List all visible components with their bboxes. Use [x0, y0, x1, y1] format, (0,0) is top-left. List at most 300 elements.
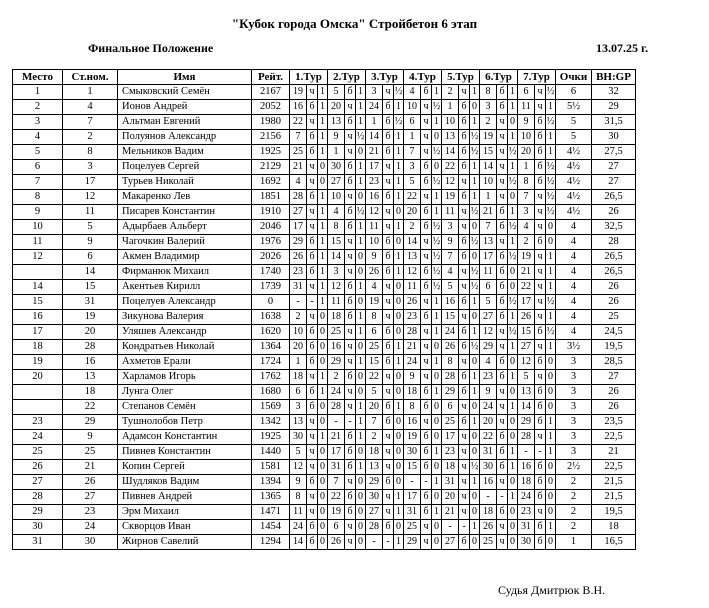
- cell-place: 7: [13, 175, 63, 190]
- header-rating: Рейт.: [252, 70, 290, 85]
- cell-result: ½: [432, 280, 442, 295]
- header-round-3: 3.Тур: [366, 70, 404, 85]
- cell-rating: 1294: [252, 535, 290, 550]
- cell-color: ч: [497, 130, 508, 145]
- cell-points: 5½: [556, 100, 592, 115]
- cell-color: ч: [421, 415, 432, 430]
- cell-result: 0: [394, 235, 404, 250]
- cell-result: 1: [318, 130, 328, 145]
- page-title: "Кубок города Омска" Стройбетон 6 этап: [231, 16, 478, 31]
- cell-color: ч: [345, 130, 356, 145]
- cell-color: б: [421, 490, 432, 505]
- cell-opponent: 22: [290, 115, 307, 130]
- cell-result: 0: [318, 505, 328, 520]
- table-row: [13, 160, 636, 175]
- results-table: [12, 69, 636, 550]
- cell-result: 0: [394, 325, 404, 340]
- cell-color: б: [383, 190, 394, 205]
- cell-start-number: 6: [63, 250, 118, 265]
- cell-opponent: 7: [442, 250, 459, 265]
- cell-rating: 2026: [252, 250, 290, 265]
- cell-buchholz: 31,5: [592, 115, 636, 130]
- cell-buchholz: 23,5: [592, 415, 636, 430]
- cell-buchholz: 26,5: [592, 250, 636, 265]
- cell-result: 0: [432, 460, 442, 475]
- cell-buchholz: 18: [592, 520, 636, 535]
- cell-color: ч: [535, 310, 546, 325]
- cell-color: ч: [497, 145, 508, 160]
- cell-opponent: 17: [290, 220, 307, 235]
- cell-color: б: [535, 415, 546, 430]
- cell-opponent: 15: [480, 145, 497, 160]
- cell-color: б: [345, 370, 356, 385]
- cell-opponent: 19: [480, 130, 497, 145]
- cell-rating: 1365: [252, 490, 290, 505]
- cell-buchholz: 22,5: [592, 460, 636, 475]
- cell-result: 1: [318, 430, 328, 445]
- cell-start-number: 15: [63, 280, 118, 295]
- cell-result: 1: [546, 265, 556, 280]
- cell-result: 1: [508, 490, 518, 505]
- table-row: [13, 295, 636, 310]
- cell-result: 1: [546, 280, 556, 295]
- cell-result: 1: [508, 130, 518, 145]
- cell-result: ½: [508, 250, 518, 265]
- cell-color: ч: [497, 115, 508, 130]
- cell-result: 1: [432, 85, 442, 100]
- cell-result: 1: [470, 115, 480, 130]
- cell-color: б: [383, 355, 394, 370]
- cell-result: ½: [432, 235, 442, 250]
- cell-color: б: [459, 535, 470, 550]
- cell-opponent: 5: [480, 295, 497, 310]
- cell-color: ч: [307, 370, 318, 385]
- cell-color: ч: [307, 505, 318, 520]
- cell-color: б: [497, 355, 508, 370]
- cell-result: 1: [318, 280, 328, 295]
- cell-start-number: 7: [63, 115, 118, 130]
- cell-result: 1: [356, 355, 366, 370]
- cell-result: 0: [356, 520, 366, 535]
- cell-color: ч: [535, 220, 546, 235]
- cell-rating: 1692: [252, 175, 290, 190]
- cell-color: ч: [459, 475, 470, 490]
- cell-result: ½: [546, 325, 556, 340]
- cell-result: 0: [356, 370, 366, 385]
- cell-opponent: 2: [518, 235, 535, 250]
- tournament-date: 13.07.25 г.: [596, 41, 649, 55]
- cell-color: ч: [421, 115, 432, 130]
- cell-color: б: [345, 175, 356, 190]
- cell-opponent: 16: [404, 415, 421, 430]
- cell-opponent: 9: [290, 475, 307, 490]
- cell-buchholz: 29: [592, 100, 636, 115]
- cell-result: 1: [318, 85, 328, 100]
- cell-start-number: 31: [63, 295, 118, 310]
- cell-opponent: 8: [366, 310, 383, 325]
- cell-points: 2: [556, 490, 592, 505]
- cell-start-number: 8: [63, 145, 118, 160]
- cell-opponent: 26: [518, 310, 535, 325]
- cell-opponent: 14: [366, 130, 383, 145]
- cell-result: 0: [470, 220, 480, 235]
- cell-opponent: 12: [518, 355, 535, 370]
- cell-player-name: Альтман Евгений: [118, 115, 252, 130]
- cell-opponent: 30: [328, 160, 345, 175]
- cell-color: б: [535, 460, 546, 475]
- header-round-6: 6.Тур: [480, 70, 518, 85]
- cell-player-name: Чагочкин Валерий: [118, 235, 252, 250]
- cell-color: ч: [535, 430, 546, 445]
- cell-color: б: [383, 130, 394, 145]
- cell-opponent: 11: [518, 100, 535, 115]
- cell-color: б: [383, 325, 394, 340]
- cell-result: 1: [356, 280, 366, 295]
- cell-opponent: 13: [480, 235, 497, 250]
- cell-opponent: 9: [404, 370, 421, 385]
- table-header-row: [13, 70, 636, 85]
- cell-opponent: 18: [290, 370, 307, 385]
- cell-opponent: 2: [404, 220, 421, 235]
- cell-opponent: 31: [328, 460, 345, 475]
- header-round-1: 1.Тур: [290, 70, 328, 85]
- cell-result: 1: [470, 85, 480, 100]
- cell-color: б: [459, 340, 470, 355]
- cell-color: б: [535, 160, 546, 175]
- cell-player-name: Поцелуев Александр: [118, 295, 252, 310]
- cell-player-name: Пивнев Андрей: [118, 490, 252, 505]
- cell-color: -: [383, 535, 394, 550]
- cell-place: 4: [13, 130, 63, 145]
- cell-color: б: [535, 130, 546, 145]
- cell-result: 0: [318, 520, 328, 535]
- cell-buchholz: 19,5: [592, 340, 636, 355]
- cell-result: 0: [508, 115, 518, 130]
- cell-opponent: 5: [518, 370, 535, 385]
- cell-color: ч: [421, 295, 432, 310]
- cell-opponent: 24: [518, 490, 535, 505]
- cell-result: 0: [356, 295, 366, 310]
- cell-result: 1: [394, 340, 404, 355]
- cell-opponent: 26: [366, 265, 383, 280]
- header-round-7: 7.Тур: [518, 70, 556, 85]
- cell-color: ч: [307, 175, 318, 190]
- cell-color: ч: [421, 370, 432, 385]
- cell-opponent: 29: [442, 385, 459, 400]
- cell-result: 1: [356, 460, 366, 475]
- cell-result: 0: [318, 490, 328, 505]
- cell-place: 2: [13, 100, 63, 115]
- cell-points: 4: [556, 280, 592, 295]
- cell-points: 4½: [556, 175, 592, 190]
- cell-opponent: 11: [442, 205, 459, 220]
- cell-opponent: 10: [404, 100, 421, 115]
- cell-result: 1: [546, 445, 556, 460]
- cell-color: б: [383, 235, 394, 250]
- cell-result: 1: [394, 265, 404, 280]
- cell-opponent: 12: [442, 175, 459, 190]
- cell-start-number: 20: [63, 325, 118, 340]
- cell-result: 0: [470, 100, 480, 115]
- table-row: [13, 85, 636, 100]
- cell-color: ч: [421, 535, 432, 550]
- cell-color: ч: [345, 385, 356, 400]
- cell-color: б: [345, 430, 356, 445]
- header-name: Имя: [118, 70, 252, 85]
- cell-color: б: [497, 220, 508, 235]
- cell-buchholz: 30: [592, 130, 636, 145]
- cell-opponent: 30: [518, 535, 535, 550]
- cell-color: ч: [421, 190, 432, 205]
- cell-result: 0: [318, 445, 328, 460]
- cell-result: ½: [508, 325, 518, 340]
- cell-color: ч: [535, 280, 546, 295]
- cell-color: б: [421, 460, 432, 475]
- cell-color: б: [345, 205, 356, 220]
- cell-result: 1: [470, 325, 480, 340]
- cell-color: ч: [383, 175, 394, 190]
- cell-rating: 1851: [252, 190, 290, 205]
- cell-start-number: 28: [63, 340, 118, 355]
- cell-color: б: [307, 145, 318, 160]
- cell-color: ч: [383, 490, 394, 505]
- cell-opponent: 7: [404, 145, 421, 160]
- cell-color: б: [345, 445, 356, 460]
- cell-result: ½: [356, 130, 366, 145]
- cell-color: ч: [383, 85, 394, 100]
- cell-opponent: 19: [518, 250, 535, 265]
- cell-result: 0: [432, 400, 442, 415]
- cell-result: 0: [356, 265, 366, 280]
- table-row: [13, 370, 636, 385]
- cell-result: 1: [432, 295, 442, 310]
- cell-opponent: 6: [290, 385, 307, 400]
- cell-opponent: 25: [328, 325, 345, 340]
- cell-opponent: -: [480, 490, 497, 505]
- cell-color: б: [307, 475, 318, 490]
- cell-buchholz: 27: [592, 160, 636, 175]
- cell-opponent: 27: [366, 505, 383, 520]
- cell-buchholz: 27: [592, 175, 636, 190]
- cell-color: б: [307, 100, 318, 115]
- cell-color: ч: [497, 475, 508, 490]
- cell-color: б: [497, 370, 508, 385]
- cell-opponent: 12: [480, 325, 497, 340]
- cell-color: б: [383, 250, 394, 265]
- cell-opponent: 2: [442, 85, 459, 100]
- cell-opponent: 31: [404, 505, 421, 520]
- cell-result: 1: [394, 250, 404, 265]
- cell-result: 0: [508, 265, 518, 280]
- cell-color: б: [497, 430, 508, 445]
- cell-player-name: Лунга Олег: [118, 385, 252, 400]
- cell-opponent: 11: [404, 280, 421, 295]
- cell-opponent: 25: [442, 415, 459, 430]
- cell-place: 10: [13, 220, 63, 235]
- cell-result: 0: [508, 505, 518, 520]
- cell-opponent: 13: [518, 385, 535, 400]
- cell-start-number: 14: [63, 265, 118, 280]
- cell-opponent: 17: [480, 250, 497, 265]
- cell-player-name: Копин Сергей: [118, 460, 252, 475]
- cell-opponent: 3: [442, 220, 459, 235]
- cell-opponent: 16: [328, 340, 345, 355]
- cell-result: 0: [508, 355, 518, 370]
- cell-result: 1: [432, 205, 442, 220]
- cell-opponent: 17: [404, 490, 421, 505]
- cell-color: ч: [345, 100, 356, 115]
- cell-result: 1: [356, 400, 366, 415]
- cell-color: б: [421, 265, 432, 280]
- cell-result: 1: [546, 310, 556, 325]
- cell-result: 1: [394, 160, 404, 175]
- cell-result: 1: [318, 295, 328, 310]
- cell-color: ч: [383, 430, 394, 445]
- cell-rating: 1394: [252, 475, 290, 490]
- cell-opponent: 27: [518, 340, 535, 355]
- cell-color: б: [497, 295, 508, 310]
- cell-color: ч: [383, 160, 394, 175]
- cell-buchholz: 32: [592, 85, 636, 100]
- cell-color: ч: [307, 205, 318, 220]
- cell-buchholz: 26,5: [592, 190, 636, 205]
- cell-buchholz: 26: [592, 385, 636, 400]
- cell-opponent: 8: [480, 85, 497, 100]
- cell-start-number: 16: [63, 355, 118, 370]
- cell-result: 1: [318, 190, 328, 205]
- cell-result: 1: [394, 220, 404, 235]
- cell-color: ч: [307, 160, 318, 175]
- cell-opponent: 12: [290, 460, 307, 475]
- cell-color: б: [383, 340, 394, 355]
- cell-opponent: 27: [290, 205, 307, 220]
- cell-points: 3½: [556, 340, 592, 355]
- cell-opponent: 24: [290, 520, 307, 535]
- cell-opponent: 14: [480, 160, 497, 175]
- cell-color: ч: [383, 370, 394, 385]
- cell-points: 3: [556, 370, 592, 385]
- cell-result: 0: [356, 385, 366, 400]
- cell-color: ч: [497, 190, 508, 205]
- cell-color: б: [497, 100, 508, 115]
- cell-result: 1: [432, 115, 442, 130]
- cell-color: б: [307, 520, 318, 535]
- cell-opponent: 12: [366, 205, 383, 220]
- cell-color: ч: [345, 190, 356, 205]
- cell-color: ч: [421, 100, 432, 115]
- cell-opponent: 29: [518, 415, 535, 430]
- cell-color: ч: [307, 445, 318, 460]
- cell-color: ч: [307, 85, 318, 100]
- cell-opponent: 5: [366, 385, 383, 400]
- cell-opponent: 28: [328, 400, 345, 415]
- cell-opponent: 17: [518, 295, 535, 310]
- cell-color: б: [497, 85, 508, 100]
- cell-color: б: [383, 265, 394, 280]
- cell-opponent: 26: [480, 520, 497, 535]
- cell-result: 0: [356, 475, 366, 490]
- cell-result: 0: [470, 505, 480, 520]
- cell-points: 3: [556, 355, 592, 370]
- cell-start-number: 30: [63, 535, 118, 550]
- cell-points: 4: [556, 295, 592, 310]
- cell-color: б: [497, 205, 508, 220]
- cell-result: 1: [470, 370, 480, 385]
- cell-color: ч: [307, 490, 318, 505]
- cell-opponent: 28: [518, 430, 535, 445]
- cell-points: 2½: [556, 460, 592, 475]
- cell-result: 0: [394, 310, 404, 325]
- cell-opponent: 6: [480, 280, 497, 295]
- cell-color: б: [497, 460, 508, 475]
- cell-opponent: 10: [366, 235, 383, 250]
- cell-buchholz: 26: [592, 400, 636, 415]
- cell-opponent: 13: [328, 115, 345, 130]
- cell-result: 0: [508, 430, 518, 445]
- cell-result: ½: [546, 160, 556, 175]
- cell-result: 0: [356, 445, 366, 460]
- cell-opponent: 6: [328, 520, 345, 535]
- cell-place: 31: [13, 535, 63, 550]
- cell-result: 0: [394, 295, 404, 310]
- cell-opponent: 24: [442, 325, 459, 340]
- cell-points: 3: [556, 415, 592, 430]
- cell-place: 27: [13, 475, 63, 490]
- table-row: [13, 415, 636, 430]
- cell-player-name: Ионов Андрей: [118, 100, 252, 115]
- cell-color: б: [497, 265, 508, 280]
- cell-result: 1: [394, 400, 404, 415]
- cell-color: б: [421, 160, 432, 175]
- cell-result: 1: [318, 385, 328, 400]
- cell-buchholz: 27,5: [592, 145, 636, 160]
- cell-opponent: 18: [518, 475, 535, 490]
- cell-opponent: 31: [480, 445, 497, 460]
- table-row: [13, 325, 636, 340]
- cell-color: б: [459, 295, 470, 310]
- cell-place: 16: [13, 310, 63, 325]
- cell-start-number: 26: [63, 475, 118, 490]
- cell-color: б: [383, 100, 394, 115]
- cell-player-name: Акмен Владимир: [118, 250, 252, 265]
- cell-player-name: Макаренко Лев: [118, 190, 252, 205]
- cell-color: б: [345, 295, 356, 310]
- cell-result: 0: [432, 370, 442, 385]
- cell-opponent: 1: [442, 100, 459, 115]
- cell-color: б: [535, 145, 546, 160]
- cell-opponent: 29: [290, 235, 307, 250]
- cell-color: ч: [535, 340, 546, 355]
- cell-result: 0: [546, 460, 556, 475]
- cell-opponent: 31: [290, 280, 307, 295]
- cell-result: 0: [394, 475, 404, 490]
- cell-opponent: 8: [442, 355, 459, 370]
- cell-opponent: 8: [328, 220, 345, 235]
- cell-color: ч: [421, 520, 432, 535]
- cell-player-name: Пивнев Константин: [118, 445, 252, 460]
- cell-opponent: 1: [366, 115, 383, 130]
- cell-color: ч: [535, 205, 546, 220]
- cell-opponent: -: [404, 475, 421, 490]
- cell-color: ч: [383, 220, 394, 235]
- cell-place: 14: [13, 280, 63, 295]
- cell-opponent: 1: [404, 130, 421, 145]
- cell-color: б: [307, 265, 318, 280]
- cell-result: ½: [394, 85, 404, 100]
- cell-opponent: 7: [518, 190, 535, 205]
- cell-points: 3: [556, 445, 592, 460]
- cell-place: 19: [13, 355, 63, 370]
